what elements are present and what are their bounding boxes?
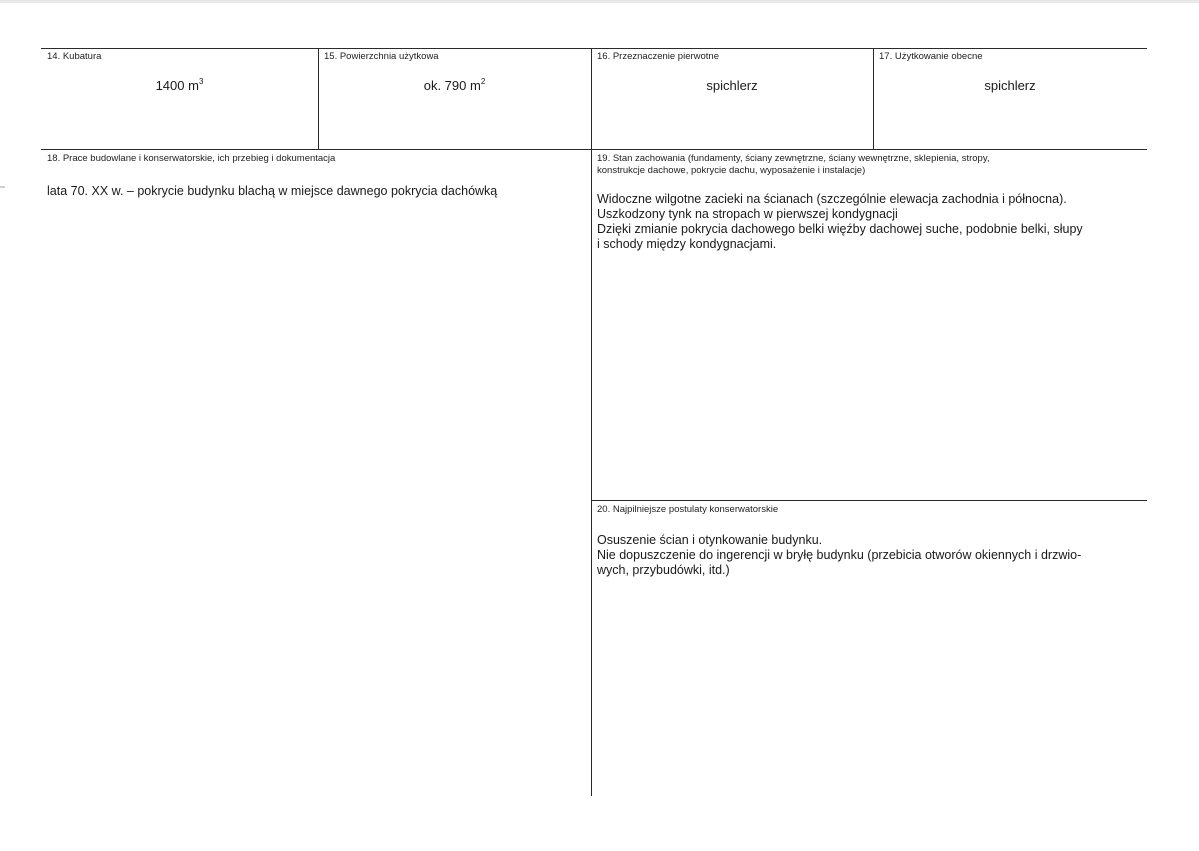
field-19-line: Dzięki zmianie pokrycia dachowego belki więźby dachowej suche, podobnie belki, słupy (597, 222, 1083, 236)
row2-right-top-border (591, 149, 1147, 150)
divider-14-15 (318, 48, 319, 149)
scan-edge-top (0, 0, 1199, 3)
field-19-line: Uszkodzony tynk na stropach w pierwszej kondygnacji (597, 207, 898, 221)
field-16-label: 16. Przeznaczenie pierwotne (597, 51, 719, 62)
field-19-line: i schody między kondygnacjami. (597, 237, 777, 251)
scan-edge-mark (0, 186, 5, 188)
field20-top-border (591, 500, 1147, 501)
field-15-value-text: ok. 790 m (423, 78, 481, 93)
field-15-value-exponent: 2 (480, 77, 486, 86)
field-20-line: Osuszenie ścian i otynkowanie budynku. (597, 533, 823, 547)
row1-top-border (41, 48, 1147, 49)
field-20-line: Nie dopuszczenie do ingerencji w bryłę budynku (przebicia otworów okiennych i drzwio- (597, 548, 1082, 562)
field-19-line: Widoczne wilgotne zacieki na ścianach (szczególnie elewacja zachodnia i północna). (597, 192, 1067, 206)
field-19-label-line1: 19. Stan zachowania (fundamenty, ściany zewnętrzne, ściany wewnętrzne, sklepienia, stropy, (597, 153, 990, 164)
field-14-value-text: 1400 m (155, 78, 199, 93)
field-15-value (318, 78, 591, 93)
field-18-line: lata 70. XX w. – pokrycie budynku blachą w miejsce dawnego pokrycia dachówką (47, 184, 498, 198)
field-18-label: 18. Prace budowlane i konserwatorskie, ich przebieg i dokumentacja (47, 153, 336, 164)
field-20-label: 20. Najpilniejsze postulaty konserwatorskie (597, 504, 779, 515)
field-20-text (597, 533, 1081, 578)
row2-left-top-border (41, 149, 591, 150)
field-17-label: 17. Użytkowanie obecne (879, 51, 983, 62)
field-20-line: wych, przybudówki, itd.) (597, 563, 730, 577)
field-19-text (597, 192, 1083, 252)
field-14-label: 14. Kubatura (47, 51, 102, 62)
field-17-value: spichlerz (984, 78, 1036, 93)
divider-16-17 (873, 48, 874, 149)
field-16-value: spichlerz (706, 78, 758, 93)
field-14-value-exponent: 3 (198, 77, 204, 86)
field-14-value (41, 78, 318, 93)
field-18-text (47, 184, 497, 199)
field-15-label: 15. Powierzchnia użytkowa (324, 51, 439, 62)
field-19-label-line2: konstrukcje dachowe, pokrycie dachu, wyposażenie i instalacje) (597, 165, 866, 176)
divider-main (591, 48, 592, 796)
